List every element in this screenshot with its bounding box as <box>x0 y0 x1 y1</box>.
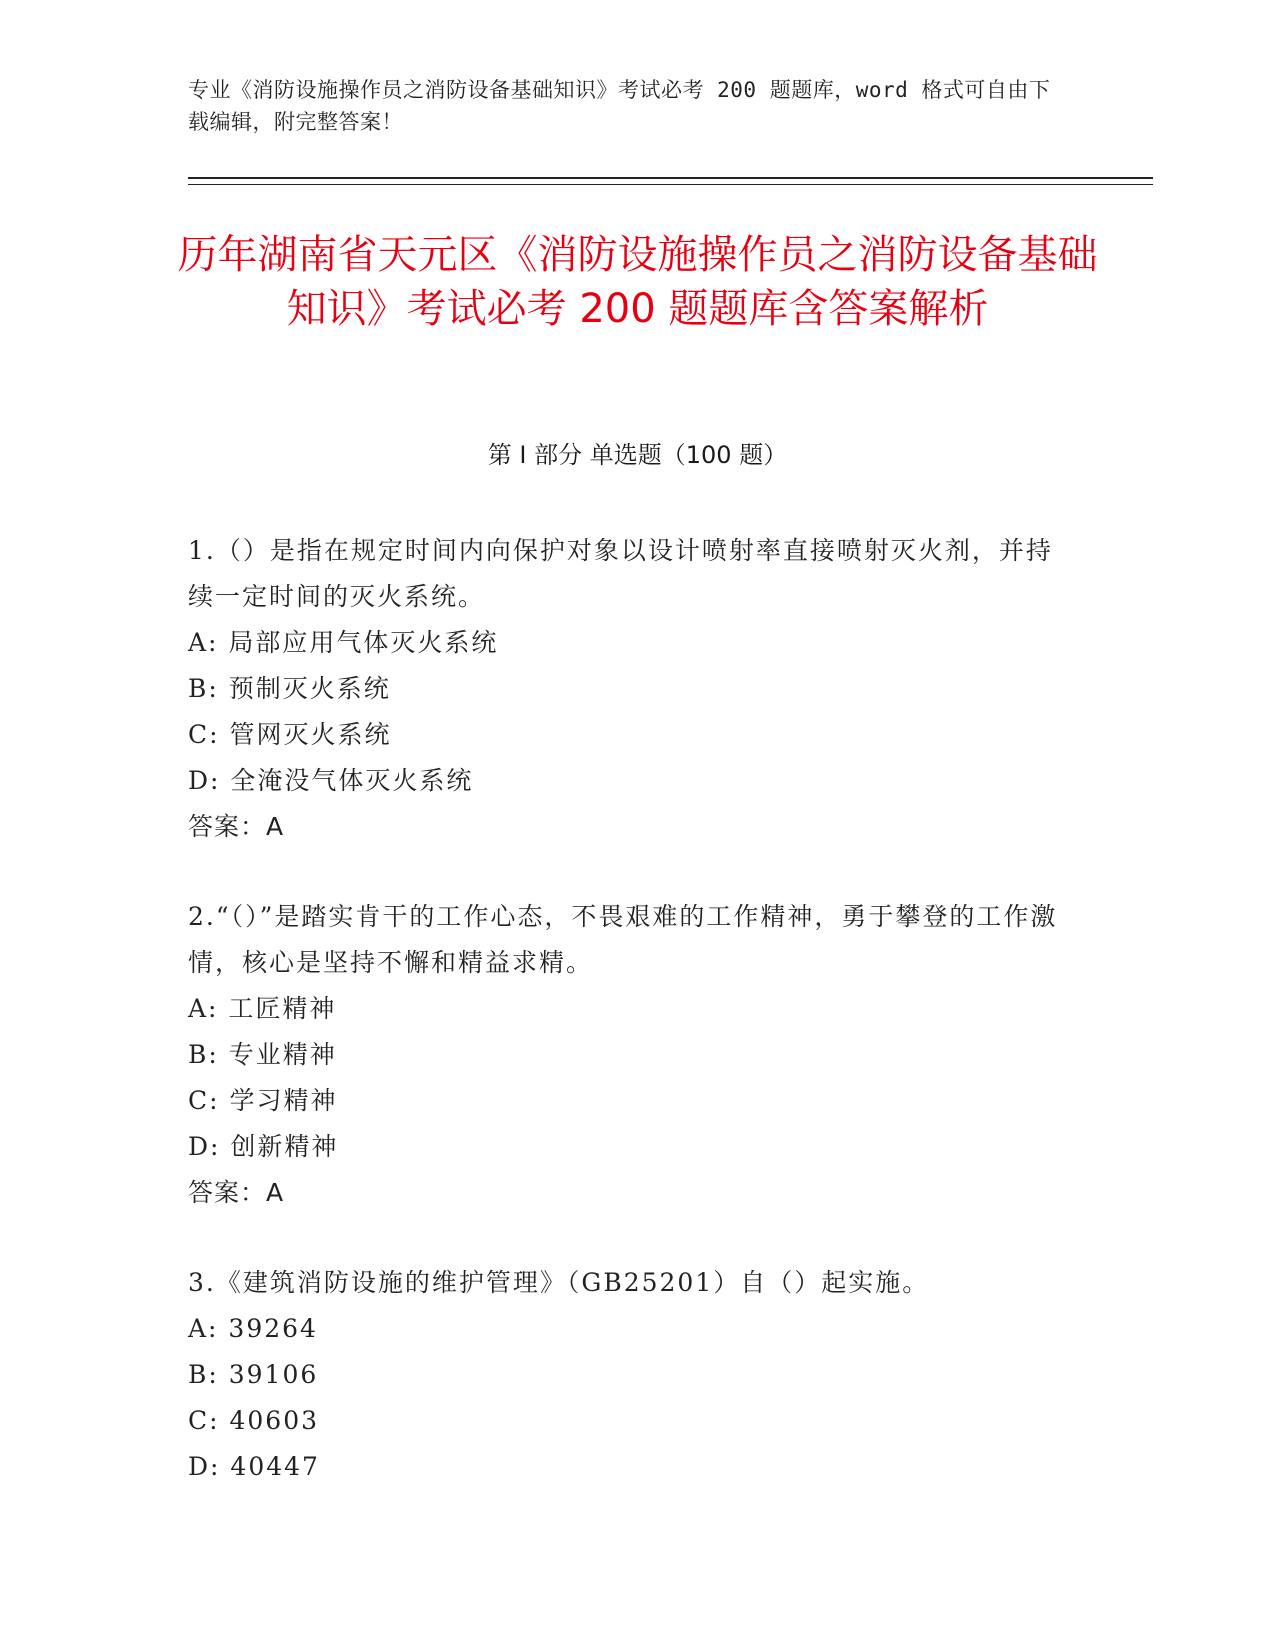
option-c: C: 40603 <box>188 1406 320 1435</box>
option-d: D: 40447 <box>188 1452 320 1481</box>
option-c: C: 学习精神 <box>188 1086 338 1115</box>
question-item <box>188 528 1068 850</box>
option-d: D: 全淹没气体灭火系统 <box>188 766 474 795</box>
question-item <box>188 1260 1068 1490</box>
answer: 答案：A <box>188 1178 285 1207</box>
option-a: A: 局部应用气体灭火系统 <box>188 628 499 657</box>
section-title: 第 I 部分 单选题（100 题） <box>487 441 788 469</box>
header-note: 专业《消防设施操作员之消防设备基础知识》考试必考 200 题题库，word 格式可自由下载编辑，附完整答案！ <box>188 78 1051 134</box>
question-stem: 1.（）是指在规定时间内向保护对象以设计喷射率直接喷射灭火剂，并持续一定时间的灭火系统。 <box>188 536 1053 611</box>
question-list <box>188 528 1068 1534</box>
question-item <box>188 894 1068 1216</box>
header-divider-thick <box>188 177 1153 179</box>
header-divider-thin <box>188 184 1153 185</box>
option-a: A: 工匠精神 <box>188 994 337 1023</box>
document-title: 历年湖南省天元区《消防设施操作员之消防设备基础知识》考试必考 200 题题库含答案解析 <box>177 232 1098 332</box>
option-d: D: 创新精神 <box>188 1132 339 1161</box>
question-stem: 3.《建筑消防设施的维护管理》（GB25201）自（）起实施。 <box>188 1268 930 1297</box>
option-b: B: 专业精神 <box>188 1040 337 1069</box>
question-stem: 2.“（）”是踏实肯干的工作心态，不畏艰难的工作精神，勇于攀登的工作激情，核心是坚持不懈和精益求精。 <box>188 902 1058 977</box>
option-c: C: 管网灭火系统 <box>188 720 392 749</box>
option-a: A: 39264 <box>188 1314 318 1343</box>
option-b: B: 预制灭火系统 <box>188 674 391 703</box>
option-b: B: 39106 <box>188 1360 319 1389</box>
answer: 答案：A <box>188 812 285 841</box>
